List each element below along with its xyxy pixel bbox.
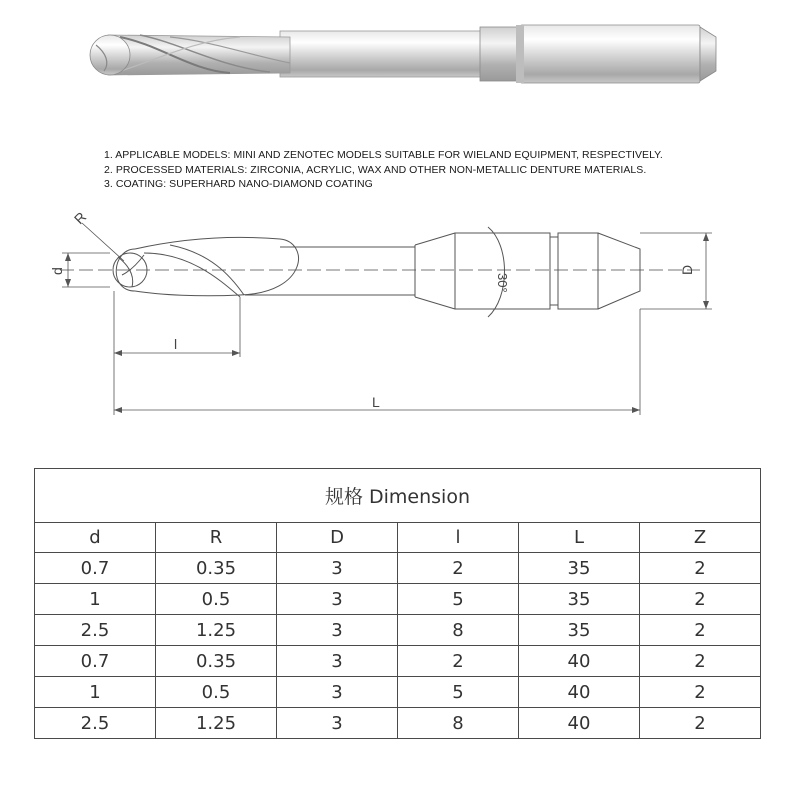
table-cell: 2	[640, 708, 761, 739]
table-cell: 2.5	[35, 708, 156, 739]
table-cell: 35	[519, 553, 640, 584]
table-header-row	[35, 523, 761, 553]
table-title: 规格 Dimension	[35, 469, 761, 523]
table-cell: 2	[640, 553, 761, 584]
product-photo	[80, 15, 720, 95]
table-cell: 5	[398, 584, 519, 615]
table-cell: 40	[519, 677, 640, 708]
column-header-1: R	[156, 523, 277, 553]
table-cell: 3	[277, 708, 398, 739]
table-row	[35, 615, 761, 646]
note-coating: 3. COATING: SUPERHARD NANO-DIAMOND COATING	[104, 178, 373, 190]
table-cell: 2	[398, 553, 519, 584]
dimension-table	[34, 468, 761, 739]
label-angle: 30°	[495, 273, 510, 293]
table-body	[35, 553, 761, 739]
table-cell: 0.35	[156, 553, 277, 584]
table-cell: 40	[519, 708, 640, 739]
table-cell: 3	[277, 677, 398, 708]
table-row	[35, 553, 761, 584]
table-cell: 3	[277, 646, 398, 677]
table-row	[35, 646, 761, 677]
table-cell: 0.7	[35, 646, 156, 677]
table-cell: 1	[35, 677, 156, 708]
technical-drawing	[40, 205, 720, 430]
label-R: R	[70, 208, 90, 228]
table-cell: 2	[640, 584, 761, 615]
column-header-4: L	[519, 523, 640, 553]
table-cell: 35	[519, 584, 640, 615]
note-materials: 2. PROCESSED MATERIALS: ZIRCONIA, ACRYLIC, WAX AND OTHER NON-METALLIC DENTURE MATERIALS.	[104, 163, 647, 176]
column-header-5: Z	[640, 523, 761, 553]
table-row	[35, 677, 761, 708]
table-row	[35, 708, 761, 739]
table-cell: 0.7	[35, 553, 156, 584]
table-cell: 5	[398, 677, 519, 708]
column-header-2: D	[277, 523, 398, 553]
label-l: l	[174, 336, 178, 352]
table-cell: 2	[640, 677, 761, 708]
table-cell: 0.35	[156, 646, 277, 677]
table-cell: 2.5	[35, 615, 156, 646]
table-cell: 1.25	[156, 615, 277, 646]
table-cell: 2	[640, 615, 761, 646]
label-d: d	[49, 267, 65, 275]
table-cell: 8	[398, 708, 519, 739]
label-L: L	[372, 394, 380, 410]
table-cell: 2	[398, 646, 519, 677]
table-cell: 3	[277, 584, 398, 615]
table-row	[35, 584, 761, 615]
table-cell: 0.5	[156, 584, 277, 615]
table-cell: 3	[277, 615, 398, 646]
column-header-3: l	[398, 523, 519, 553]
table-cell: 1	[35, 584, 156, 615]
table-cell: 0.5	[156, 677, 277, 708]
table-cell: 35	[519, 615, 640, 646]
note-models: 1. APPLICABLE MODELS: MINI AND ZENOTEC MODELS SUITABLE FOR WIELAND EQUIPMENT, RESPECTIVELY.	[104, 149, 663, 161]
column-header-0: d	[35, 523, 156, 553]
table-cell: 1.25	[156, 708, 277, 739]
table-cell: 3	[277, 553, 398, 584]
feature-notes	[104, 148, 784, 192]
table-cell: 8	[398, 615, 519, 646]
table-cell: 2	[640, 646, 761, 677]
table-cell: 40	[519, 646, 640, 677]
label-D: D	[679, 264, 695, 275]
